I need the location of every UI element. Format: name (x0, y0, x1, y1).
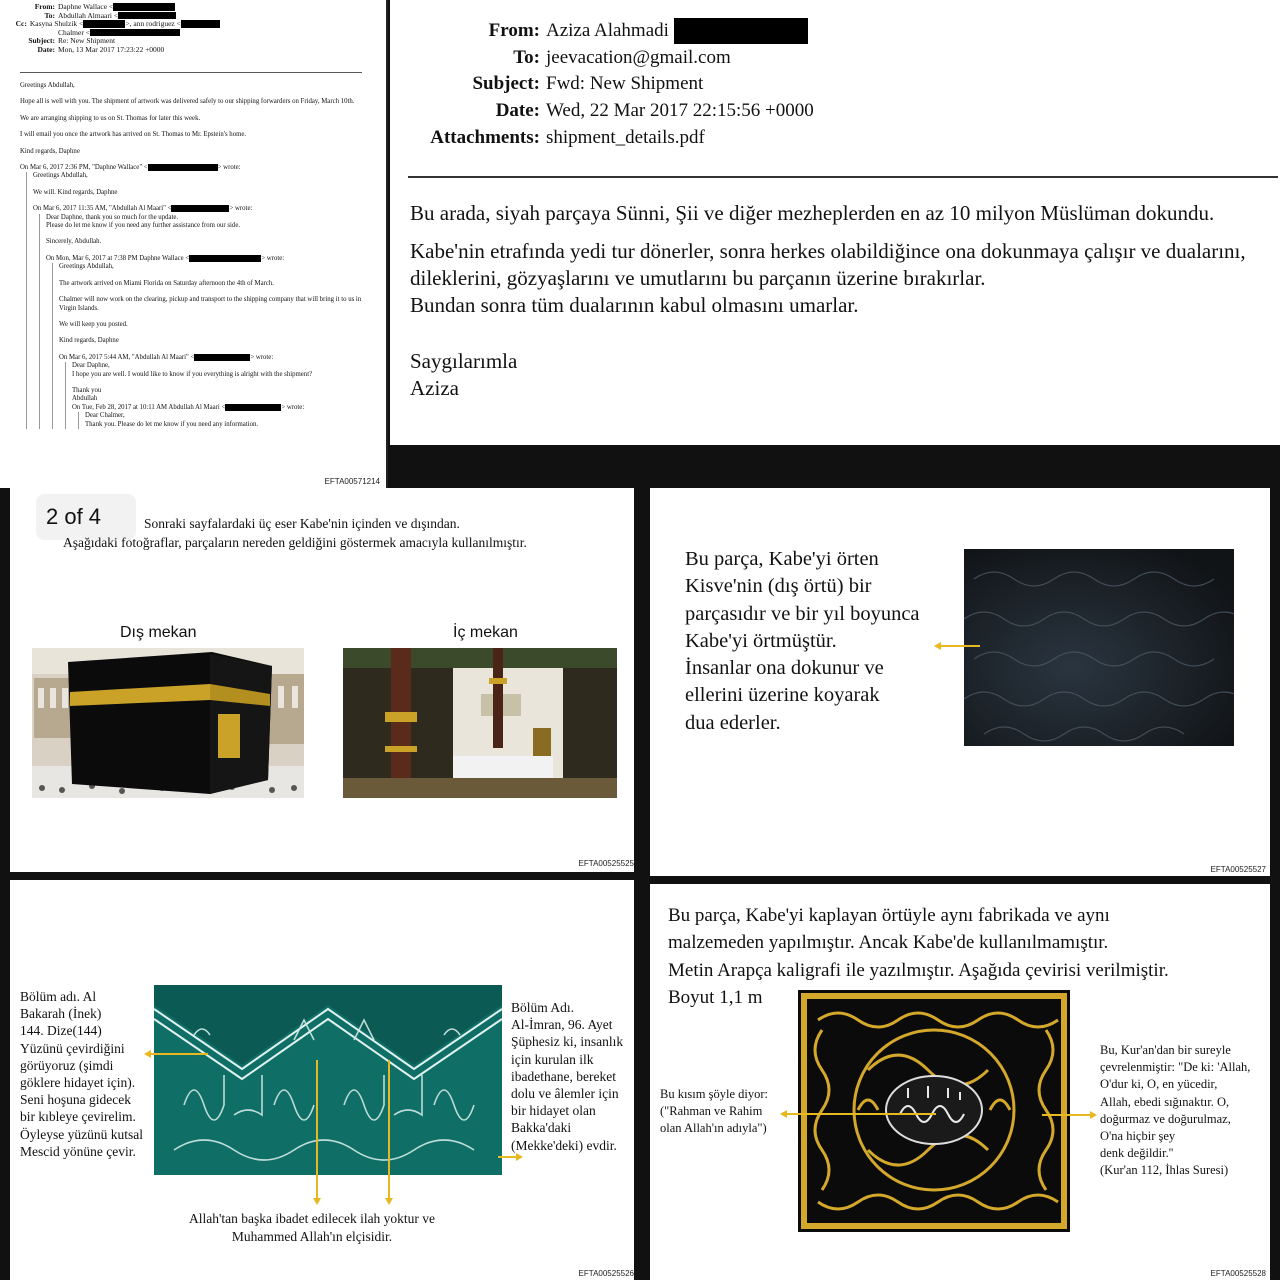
text-line: olan Allah'ın adıyla") (660, 1120, 767, 1135)
text-line: Allah, ebedi sığınaktır. O, (1100, 1094, 1230, 1109)
header-value: Daphne Wallace < (58, 2, 114, 11)
quote-line: Greetings Abdullah, (59, 263, 114, 271)
email-header (390, 18, 890, 152)
paragraph: Greetings Abdullah, (20, 82, 75, 89)
quote-head-text: On Mar 6, 2017 11:35 AM, "Abdullah Al Maari" < (33, 205, 172, 213)
text-line: O'dur ki, O, en yücedir, (1100, 1077, 1218, 1092)
quote-line: Abdullah (72, 395, 98, 403)
text-line: Al-İmran, 96. Ayet (511, 1017, 613, 1033)
header-value: Mon, 13 Mar 2017 17:23:22 +0000 (58, 44, 165, 54)
quote-line: Dear Chalmer, (85, 412, 125, 420)
header-value: Re: New Shipment (58, 36, 116, 46)
header-value: Abdullah Almaari < (58, 10, 119, 20)
quote-block (39, 214, 365, 429)
header-key: From: (488, 20, 540, 41)
text-line: O'na hiçbir şey (1100, 1129, 1176, 1144)
arrow (316, 1060, 318, 1200)
old-email-body (20, 82, 365, 429)
text-line: Şüphesiz ki, insanlık (511, 1034, 624, 1050)
quote-block (78, 412, 365, 429)
quote-line: We will keep you posted. (59, 320, 128, 328)
quote-line: Dear Daphne, thank you so much for the update. (46, 213, 179, 221)
efta-label: EFTA00525526 (578, 1269, 634, 1278)
redaction-bar (189, 255, 261, 262)
header-key: To: (513, 46, 540, 68)
efta-label: EFTA00571214 (324, 477, 380, 486)
quote-line: I hope you are well. I would like to know if you everything is alright with the shipment? (72, 370, 313, 378)
quote-header (72, 404, 365, 412)
divider (20, 72, 362, 73)
quote-wrote: > wrote: (250, 353, 274, 361)
header-value: jeevacation@gmail.com (546, 46, 731, 68)
quote-wrote: > wrote: (229, 205, 253, 213)
redaction-bar (181, 20, 220, 28)
header-value: Wed, 22 Mar 2017 22:15:56 +0000 (546, 100, 814, 122)
slide-text (685, 546, 920, 737)
text-line: malzemeden yapılmıştır. Ancak Kabe'de kullanılmamıştır. (668, 932, 1109, 954)
text-line: Seni hoşuna gidecek (20, 1092, 131, 1108)
arrow (786, 1113, 936, 1115)
header-key: Date: (37, 44, 55, 54)
old-email-header (0, 3, 220, 55)
paragraph-text: Kabe'nin etrafında yedi tur dönerler, sonra herkes olabildiğince ona dokunmaya çalışır ve dualarını, dileklerini, gözyaşlarını ve umutlarını bu parçanın üzerine bırakırlar. (410, 239, 1246, 290)
arrow-head (1090, 1111, 1097, 1119)
text-line: ("Rahman ve Rahim (660, 1103, 763, 1118)
text-line: denk değildir.'' (1100, 1146, 1174, 1161)
text-line: Bu parça, Kabe'yi örten (685, 548, 879, 570)
text-line: Yüzünü çevirdiğini (20, 1040, 125, 1056)
paragraph: Kind regards, Daphne (20, 147, 80, 155)
redaction-bar (90, 29, 180, 37)
text-line: Bakka'daki (511, 1120, 572, 1136)
text-line: Bakarah (İnek) (20, 1006, 102, 1022)
arrow-head (385, 1198, 393, 1205)
divider (408, 176, 1278, 178)
header-key: Attachments: (430, 126, 540, 148)
text-line: çevrelenmiştir: "De ki: 'Allah, (1100, 1060, 1251, 1075)
forwarded-email-page (390, 0, 1280, 445)
attachment-link[interactable]: shipment_details.pdf (546, 126, 705, 148)
slide-gold-calligraphy (650, 884, 1270, 1280)
efta-label: EFTA00525525 (578, 859, 634, 868)
gold-calligraphy-cloth-photo (798, 990, 1070, 1232)
email-body (410, 200, 1280, 402)
text-line: göklere hidayet için). (20, 1075, 136, 1091)
text-line: için kurulan ilk (511, 1051, 594, 1067)
arrow (498, 1156, 518, 1158)
arrow-head (934, 642, 941, 650)
text-line: ellerini üzerine koyarak (685, 684, 880, 707)
annotation-left (20, 988, 143, 1160)
quote-head-text: On Mon, Mar 6, 2017 at 7:38 PM Daphne Wallace < (46, 254, 190, 262)
header-key: To: (44, 10, 55, 20)
kaaba-interior-photo (343, 648, 617, 798)
redaction-bar (148, 164, 218, 171)
header-key: Cc: (15, 19, 27, 29)
quote-line: Please do let me know if you need any further assistance from our side. (46, 222, 241, 230)
quote-line: Chalmer will now work on the clearing, pickup and transport to the shipping company that will bring it to us in Virgin Islands. (59, 296, 362, 312)
quote-wrote: > wrote: (281, 403, 305, 411)
slide-green-calligraphy (10, 880, 634, 1280)
text-line: Boyut 1,1 m (668, 986, 763, 1008)
text-line: bir kıbleye çevirelim. (20, 1109, 136, 1125)
redaction-bar (194, 354, 250, 361)
header-value: Chalmer < (58, 27, 90, 37)
green-calligraphy-cloth-photo (154, 985, 502, 1175)
redaction-bar (113, 3, 175, 11)
quote-block (65, 362, 365, 429)
text-line: (Kur'an 112, İhlas Suresi) (1100, 1163, 1229, 1178)
arrow (150, 1053, 208, 1055)
text-line: Bu, Kur'an'dan bir sureyle (1100, 1043, 1231, 1057)
paragraph (410, 238, 1280, 292)
redaction-bar (674, 18, 808, 44)
quote-wrote: > wrote: (261, 254, 285, 262)
text-line: Bu parça, Kabe'yi kaplayan örtüyle aynı fabrikada ve aynı (668, 905, 1110, 926)
header-value: Aziza Alahmadi (546, 20, 669, 41)
quote-header (33, 205, 365, 213)
arrow-head (780, 1110, 787, 1118)
slide-intro: Sonraki sayfalardaki üç eser Kabe'nin içinden ve dışından. (144, 516, 460, 531)
quote-head-text: On Mar 6, 2017 2:36 PM, "Daphne Wallace" < (20, 164, 148, 172)
text-line: Öyleyse yüzünü kutsal (20, 1126, 143, 1142)
quote-header (20, 164, 365, 172)
arrow (1042, 1114, 1090, 1116)
efta-label: EFTA00525527 (1210, 865, 1266, 874)
arrow (940, 645, 980, 647)
redaction-bar (225, 404, 281, 411)
redaction-bar (171, 205, 229, 212)
text-line: İnsanlar ona dokunur ve (685, 657, 884, 680)
text-line: ibadethane, bereket (511, 1068, 616, 1084)
annotation-left (660, 1086, 768, 1136)
photo-label: Dış mekan (120, 624, 197, 641)
quote-line: The artwork arrived on Miami Florida on Saturday afternoon the 4th of March. (59, 279, 274, 287)
annotation-right (1100, 1042, 1250, 1180)
photo-label: İç mekan (453, 624, 518, 641)
quote-line: Kind regards, Daphne (59, 337, 119, 345)
paragraph: Hope all is well with you. The shipment of artwork was delivered safely to our shipping forwarders on Friday, March 10th. (20, 98, 355, 106)
quote-line: Thank you. Please do let me know if you need any information. (85, 420, 259, 428)
redaction-bar (83, 20, 125, 28)
text-line: dua ederler. (685, 711, 781, 734)
old-email-page (0, 0, 388, 488)
quote-head-text: On Tue, Feb 28, 2017 at 10:11 AM Abdullah Al Maari < (72, 403, 226, 411)
header-key: Date: (495, 100, 540, 122)
arrow (388, 1060, 390, 1200)
header-key: From: (34, 2, 55, 11)
arrow-head (144, 1050, 151, 1058)
text-line: Bu kısım şöyle diyor: (660, 1087, 768, 1101)
quote-line: Sincerely, Abdullah. (46, 238, 102, 246)
header-value: Kasyna Shulzik < (29, 19, 84, 29)
text-line: Allah'tan başka ibadet edilecek ilah yoktur ve (188, 1211, 436, 1226)
text-line: Kabe'yi örtmüştür. (685, 629, 837, 652)
arrow-head (516, 1153, 523, 1161)
quote-line: Dear Daphne, (72, 362, 110, 370)
redaction-bar (118, 12, 176, 20)
black-cloth-photo (964, 549, 1234, 746)
page-counter: 2 of 4 (36, 494, 136, 540)
quote-line: We will. Kind regards, Daphne (33, 188, 118, 196)
quote-block (26, 172, 365, 429)
quote-wrote: > wrote: (217, 164, 241, 172)
slide-kiswa-piece (650, 488, 1270, 876)
header-value: Fwd: New Shipment (546, 73, 704, 95)
signature: Aziza (410, 376, 459, 400)
annotation-bottom (10, 1210, 614, 1245)
text-line: 144. Dize(144) (20, 1023, 102, 1039)
quote-line: Thank you (72, 386, 102, 394)
text-line: bir hidayet olan (511, 1103, 596, 1119)
annotation-right (511, 999, 623, 1154)
slide-exterior-interior (10, 488, 634, 872)
quote-head-text: On Mar 6, 2017 5:44 AM, "Abdullah Al Maari" < (59, 353, 195, 361)
paragraph: We are arranging shipping to us on St. Thomas for later this week. (20, 114, 201, 122)
text-line: Metin Arapça kaligrafi ile yazılmıştır. Aşağıda çevirisi verilmiştir. (668, 959, 1169, 981)
quote-header (46, 255, 365, 263)
quote-line: Greetings Abdullah, (33, 172, 88, 180)
text-line: Muhammed Allah'ın elçisidir. (231, 1228, 393, 1244)
quote-header (59, 354, 365, 362)
text-line: Bölüm Adı. (511, 1000, 575, 1015)
text-line: görüyoruz (şimdi (20, 1057, 114, 1073)
text-line: doğurmaz ve doğurulmaz, (1100, 1111, 1231, 1126)
paragraph: Bundan sonra tüm dualarının kabul olmasını umarlar. (410, 293, 859, 317)
text-line: dolu ve âlemler için (511, 1086, 619, 1102)
paragraph: Bu arada, siyah parçaya Sünni, Şii ve diğer mezheplerden en az 10 milyon Müslüman dokundu. (410, 201, 1215, 225)
text-line: parçasıdır ve bir yıl boyunca (685, 602, 920, 625)
header-value: >, ann rodriguez < (125, 19, 181, 29)
text-line: (Mekke'deki) evdir. (511, 1137, 617, 1153)
text-line: Mescid yönüne çevir. (20, 1143, 136, 1159)
text-line: Bölüm adı. Al (20, 989, 97, 1004)
text-line: Kisve'nin (dış örtü) bir (685, 575, 872, 598)
arrow-head (313, 1198, 321, 1205)
quote-block (52, 263, 365, 429)
slide-intro: Aşağıdaki fotoğraflar, parçaların nereden geldiğini göstermek amacıyla kullanılmıştır. (63, 535, 527, 550)
header-key: Subject: (472, 73, 540, 95)
paragraph: I will email you once the artwork has arrived on St. Thomas to Mr. Epstein's home. (20, 131, 247, 139)
efta-label: EFTA00525528 (1210, 1269, 1266, 1278)
kaaba-exterior-photo (32, 648, 304, 798)
header-key: Subject: (28, 36, 55, 46)
closing: Saygılarımla (410, 349, 518, 373)
